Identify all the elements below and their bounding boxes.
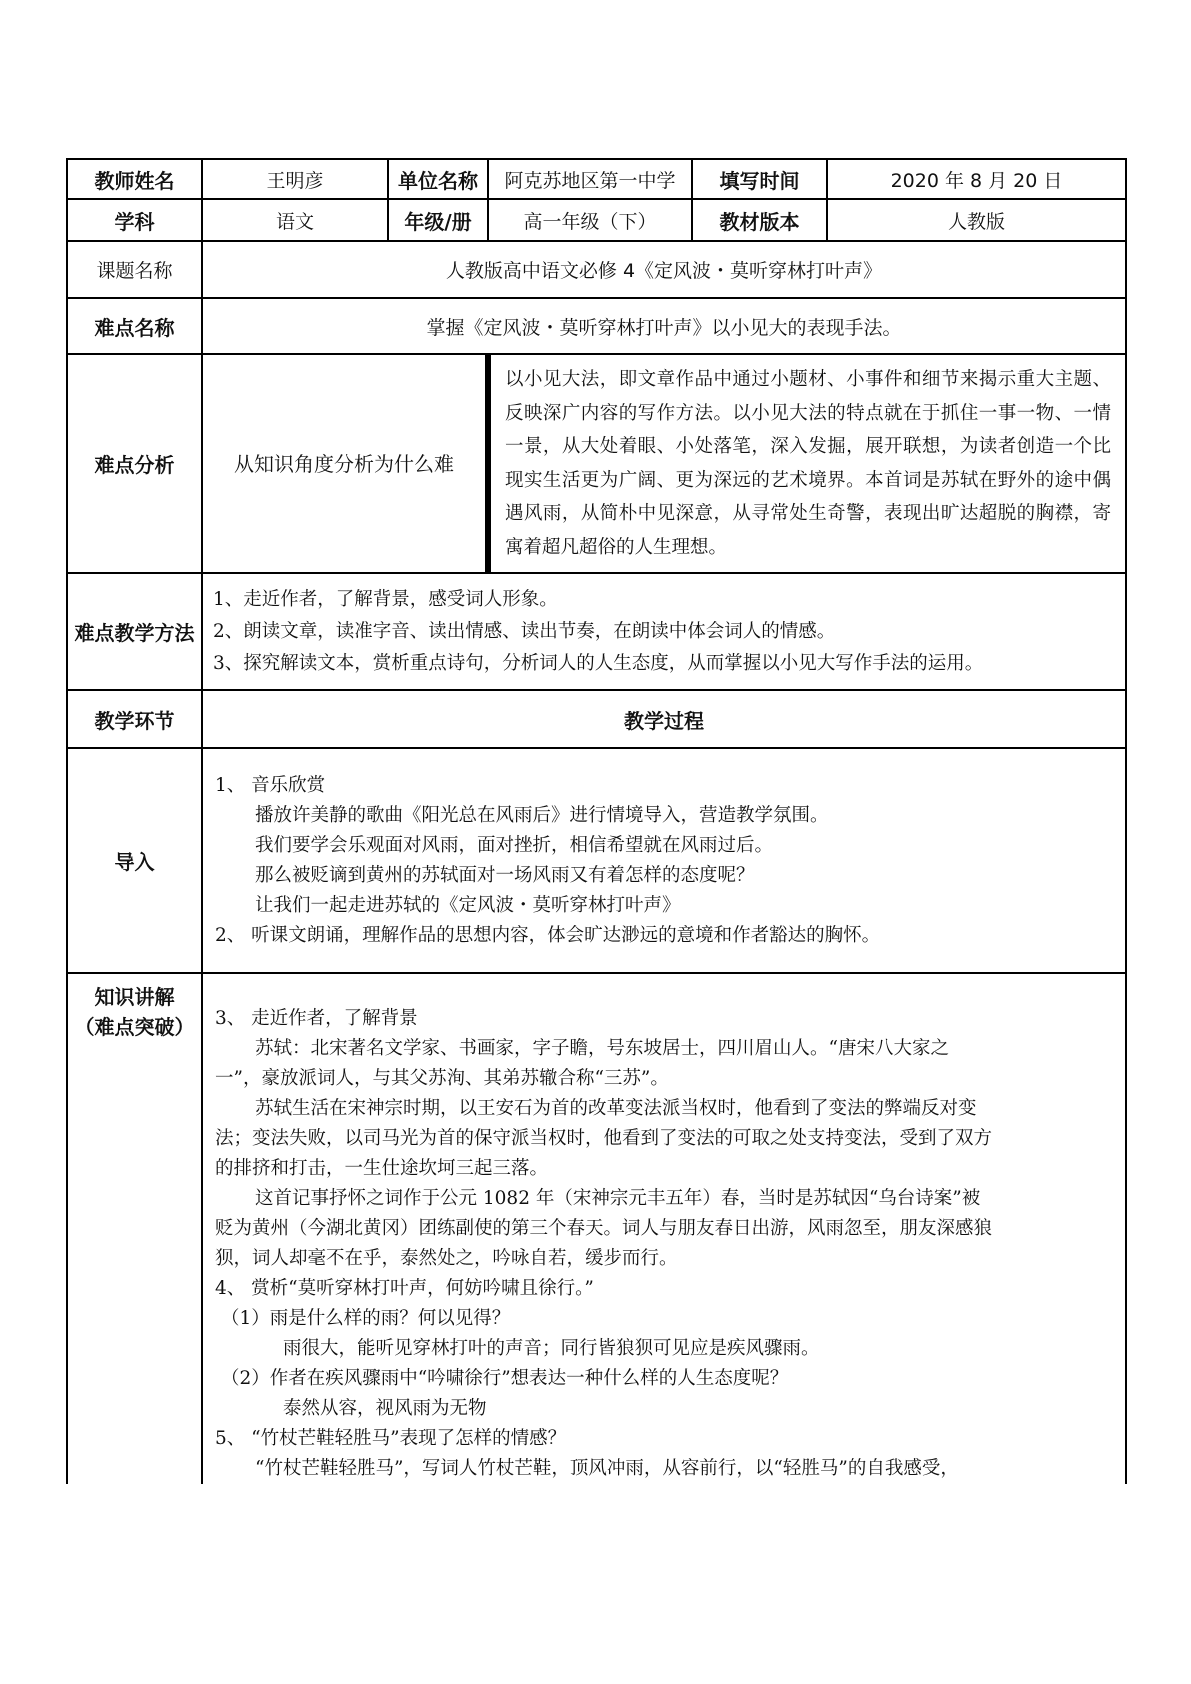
info-row-2 <box>67 199 1126 241</box>
methods-row <box>67 573 1126 690</box>
date-value: 2020 年 8 月 20 日 <box>827 159 1126 199</box>
knowledge-line: 这首记事抒怀之词作于公元 1082 年（宋神宗元丰五年）春，当时是苏轼因“乌台诗案”被 <box>255 1188 981 1209</box>
edition-value: 人教版 <box>827 199 1126 241</box>
intro-line: 让我们一起走进苏轼的《定风波・莫听穿林打叶声》 <box>255 894 681 916</box>
intro-row <box>67 748 1126 973</box>
knowledge-row <box>67 973 1126 1484</box>
intro-line: 2、 听课文朗诵，理解作品的思想内容，体会旷达渺远的意境和作者豁达的胸怀。 <box>215 924 881 946</box>
lesson-plan-table <box>66 158 1127 1484</box>
analysis-row <box>67 354 1126 573</box>
intro-label: 导入 <box>67 748 202 973</box>
stage-header: 教学环节 <box>67 690 202 748</box>
analysis-text: 以小见大法，即文章作品中通过小题材、小事件和细节来揭示重大主题、反映深广内容的写作方法。以小见大法的特点就在于抓住一事一物、一情一景，从大处着眼、小处落笔，深入发掘，展开联想，为读者创造一个比现实生活更为广阔、更为深远的艺术境界。本首词是苏轼在野外的途中偶遇风雨，从简朴中见深意，从寻常处生奇警，表现出旷达超脱的胸襟，寄寓着超凡超俗的人生理想。 <box>488 354 1126 573</box>
knowledge-line: 4、 赏析“莫听穿林打叶声，何妨吟啸且徐行。” <box>215 1278 594 1299</box>
knowledge-line: 5、 “竹杖芒鞋轻胜马”表现了怎样的情感？ <box>215 1428 567 1449</box>
intro-line: 那么被贬谪到黄州的苏轼面对一场风雨又有着怎样的态度呢？ <box>255 864 755 886</box>
knowledge-line: 苏轼：北宋著名文学家、书画家，字子瞻，号东坡居士，四川眉山人。“唐宋八大家之 <box>255 1038 949 1059</box>
knowledge-line: 3、 走近作者，了解背景 <box>215 1008 418 1029</box>
methods-label: 难点教学方法 <box>67 573 202 690</box>
unit-value: 阿克苏地区第一中学 <box>488 159 692 199</box>
knowledge-line: 苏轼生活在宋神宗时期，以王安石为首的改革变法派当权时，他看到了变法的弊端反对变 <box>255 1098 977 1119</box>
knowledge-label <box>67 973 202 1484</box>
difficulty-value: 掌握《定风波・莫听穿林打叶声》以小见大的表现手法。 <box>202 298 1126 354</box>
method-item: 2、朗读文章，读准字音、读出情感、读出节奏，在朗读中体会词人的情感。 <box>213 620 836 642</box>
topic-label: 课题名称 <box>67 241 202 298</box>
knowledge-label-line2: （难点突破） <box>74 1015 195 1039</box>
knowledge-label-line1: 知识讲解 <box>94 985 175 1009</box>
difficulty-row <box>67 298 1126 354</box>
knowledge-content <box>202 973 1126 1484</box>
analysis-label: 难点分析 <box>67 354 202 573</box>
topic-row <box>67 241 1126 298</box>
info-row-1 <box>67 159 1126 199</box>
methods-list <box>202 573 1126 690</box>
knowledge-line: 狈，词人却毫不在乎，泰然处之，吟咏自若，缓步而行。 <box>215 1248 678 1269</box>
knowledge-line: 贬为黄州（今湖北黄冈）团练副使的第三个春天。词人与朋友春日出游，风雨忽至，朋友深感狼 <box>215 1218 993 1239</box>
unit-label: 单位名称 <box>388 159 488 199</box>
knowledge-line: （2）作者在疾风骤雨中“吟啸徐行”想表达一种什么样的人生态度呢？ <box>221 1368 789 1389</box>
knowledge-line: 泰然从容，视风雨为无物 <box>283 1398 487 1419</box>
knowledge-line: 一”，豪放派词人，与其父苏洵、其弟苏辙合称“三苏”。 <box>215 1068 669 1089</box>
subject-label: 学科 <box>67 199 202 241</box>
knowledge-line: 法；变法失败，以司马光为首的保守派当权时，他看到了变法的可取之处支持变法，受到了双方 <box>215 1128 993 1149</box>
intro-line: 1、 音乐欣赏 <box>215 774 326 796</box>
method-item: 1、走近作者，了解背景，感受词人形象。 <box>213 588 558 610</box>
subject-value: 语文 <box>202 199 388 241</box>
method-item: 3、探究解读文本，赏析重点诗句，分析词人的人生态度，从而掌握以小见大写作手法的运用。 <box>213 652 984 674</box>
date-label: 填写时间 <box>692 159 827 199</box>
knowledge-line: 雨很大，能听见穿林打叶的声音；同行皆狼狈可见应是疾风骤雨。 <box>283 1338 820 1359</box>
teacher-value: 王明彦 <box>202 159 388 199</box>
edition-label: 教材版本 <box>692 199 827 241</box>
grade-label: 年级/册 <box>388 199 488 241</box>
intro-content <box>202 748 1126 973</box>
knowledge-line: 的排挤和打击，一生仕途坎坷三起三落。 <box>215 1158 549 1179</box>
difficulty-label: 难点名称 <box>67 298 202 354</box>
grade-value: 高一年级（下） <box>488 199 692 241</box>
knowledge-line: （1）雨是什么样的雨？何以见得？ <box>221 1308 511 1329</box>
knowledge-line: “竹杖芒鞋轻胜马”，写词人竹杖芒鞋，顶风冲雨，从容前行，以“轻胜马”的自我感受， <box>255 1458 959 1479</box>
topic-value: 人教版高中语文必修 4《定风波・莫听穿林打叶声》 <box>202 241 1126 298</box>
intro-line: 我们要学会乐观面对风雨，面对挫折，相信希望就在风雨过后。 <box>255 834 774 856</box>
process-header-row <box>67 690 1126 748</box>
process-header: 教学过程 <box>202 690 1126 748</box>
teacher-label: 教师姓名 <box>67 159 202 199</box>
intro-line: 播放许美静的歌曲《阳光总在风雨后》进行情境导入，营造教学氛围。 <box>255 804 829 826</box>
analysis-sub-label: 从知识角度分析为什么难 <box>202 354 488 573</box>
